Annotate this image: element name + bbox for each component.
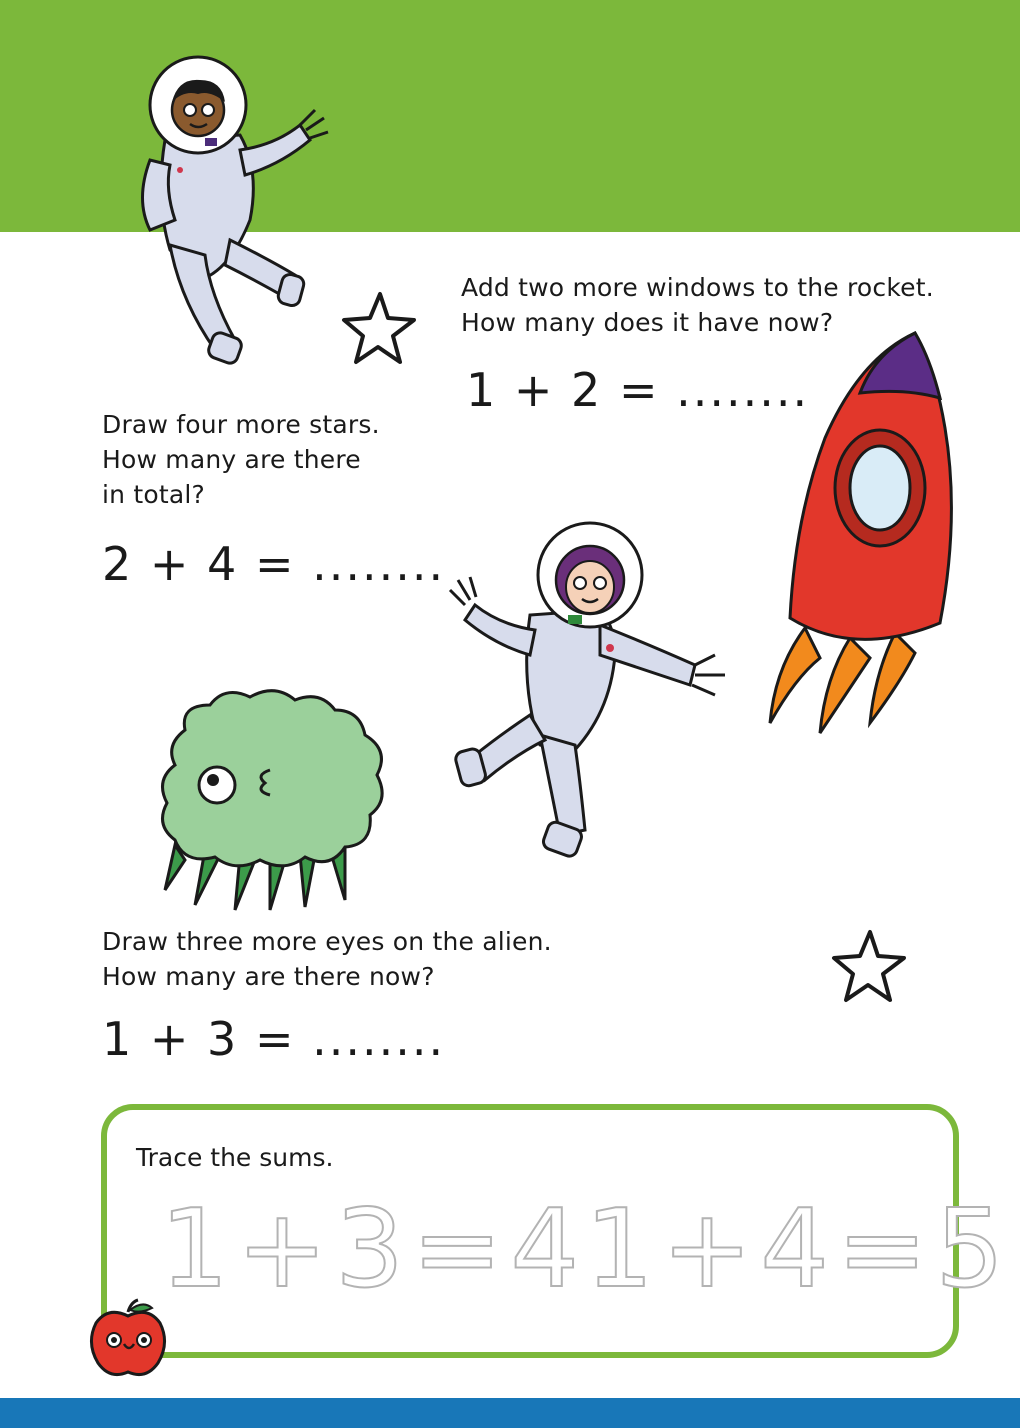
stars-instruction-line-2: How many are there xyxy=(102,445,361,474)
rocket-instruction-line-2: How many does it have now? xyxy=(461,308,834,337)
stars-instruction-line-1: Draw four more stars. xyxy=(102,410,380,439)
apple-mascot-icon xyxy=(88,1298,168,1380)
astronaut-girl-illustration xyxy=(440,515,740,875)
rocket-illustration xyxy=(765,328,960,738)
star-icon xyxy=(830,928,908,1006)
stars-instruction-line-3: in total? xyxy=(102,480,205,509)
alien-illustration xyxy=(155,685,390,915)
trace-sum-2[interactable]: 1+4=5 xyxy=(585,1187,1013,1312)
rocket-sum: 1 + 2 = ........ xyxy=(466,363,810,417)
alien-instruction-line-1: Draw three more eyes on the alien. xyxy=(102,927,552,956)
rocket-instruction-line-1: Add two more windows to the rocket. xyxy=(461,273,934,302)
stars-sum: 2 + 4 = ........ xyxy=(102,537,446,591)
trace-sum-1[interactable]: 1+3=4 xyxy=(160,1187,588,1312)
alien-instruction-line-2: How many are there now? xyxy=(102,962,435,991)
star-icon xyxy=(340,290,418,368)
bottom-blue-band xyxy=(0,1398,1020,1428)
trace-instruction: Trace the sums. xyxy=(136,1143,334,1172)
alien-sum: 1 + 3 = ........ xyxy=(102,1012,446,1066)
astronaut-boy-illustration xyxy=(130,50,340,370)
